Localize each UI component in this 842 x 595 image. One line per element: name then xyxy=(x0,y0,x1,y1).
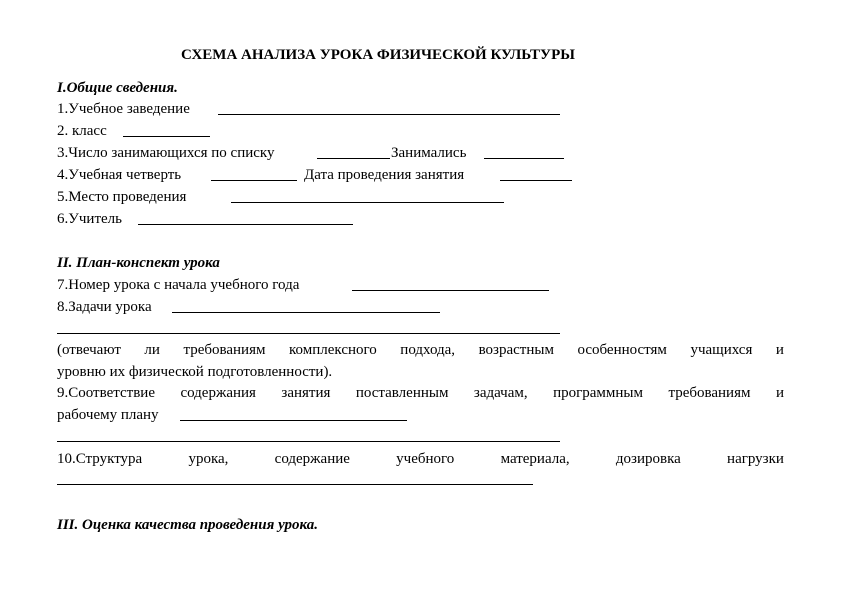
item-8-note-line-1 xyxy=(57,341,784,359)
note-word: и xyxy=(775,342,784,358)
item-9-word: задачам, xyxy=(473,385,528,401)
item-3-blank-list[interactable] xyxy=(317,158,390,159)
item-4-label: 4.Учебная четверть xyxy=(57,167,182,183)
item-2-label: 2. класс xyxy=(57,123,107,139)
item-5-label: 5.Место проведения xyxy=(57,189,187,205)
item-3-label: 3.Число занимающихся по списку xyxy=(57,145,275,161)
item-8-note-line-2: уровню их физической подготовленности). xyxy=(57,364,333,380)
item-10-word: учебного xyxy=(396,451,455,467)
section-3-heading: III. Оценка качества проведения урока. xyxy=(57,517,319,533)
note-word: особенностям xyxy=(577,342,667,358)
item-10-word: дозировка xyxy=(615,451,681,467)
item-10-word: нагрузки xyxy=(727,451,784,467)
note-word: требованиям xyxy=(183,342,266,358)
item-9-word: занятия xyxy=(281,385,331,401)
document-title: СХЕМА АНАЛИЗА УРОКА ФИЗИЧЕСКОЙ КУЛЬТУРЫ xyxy=(181,47,575,63)
note-word: возрастным xyxy=(478,342,554,358)
item-8-blank[interactable] xyxy=(172,312,440,313)
section-2-heading: II. План-конспект урока xyxy=(57,255,220,271)
item-10-line-1 xyxy=(57,450,784,468)
note-word: (отвечают xyxy=(57,342,121,358)
item-5-blank[interactable] xyxy=(231,202,504,203)
item-10-word: материала, xyxy=(500,451,570,467)
item-9-line-2: рабочему плану xyxy=(57,407,159,423)
item-9-blank[interactable] xyxy=(180,420,407,421)
item-9-word: и xyxy=(775,385,784,401)
item-10-word: урока, xyxy=(188,451,229,467)
item-3-blank-attended[interactable] xyxy=(484,158,564,159)
item-10-blank[interactable] xyxy=(57,484,533,485)
item-4-blank-quarter[interactable] xyxy=(211,180,297,181)
item-8-blank-2[interactable] xyxy=(57,333,560,334)
item-1-label: 1.Учебное заведение xyxy=(57,101,190,117)
item-1-blank[interactable] xyxy=(218,114,560,115)
item-7-blank[interactable] xyxy=(352,290,549,291)
item-2-blank[interactable] xyxy=(123,136,210,137)
item-4-date-label: Дата проведения занятия xyxy=(304,167,465,183)
item-10-word: 10.Структура xyxy=(57,451,143,467)
item-8-label: 8.Задачи урока xyxy=(57,299,152,315)
item-9-word: программным xyxy=(553,385,643,401)
item-6-label: 6.Учитель xyxy=(57,211,122,227)
item-9-word: 9.Соответствие xyxy=(57,385,155,401)
item-10-word: содержание xyxy=(274,451,350,467)
note-word: комплексного xyxy=(289,342,377,358)
item-9-word: содержания xyxy=(180,385,256,401)
item-6-blank[interactable] xyxy=(138,224,353,225)
note-word: ли xyxy=(144,342,160,358)
item-9-word: требованиям xyxy=(668,385,751,401)
item-9-word: поставленным xyxy=(355,385,449,401)
item-4-blank-date[interactable] xyxy=(500,180,572,181)
item-9-line-1 xyxy=(57,384,784,402)
item-3-attended-label: Занимались xyxy=(391,145,467,161)
section-1-heading: I.Общие сведения. xyxy=(57,80,178,96)
note-word: подхода, xyxy=(400,342,456,358)
item-9-blank-2[interactable] xyxy=(57,441,560,442)
item-7-label: 7.Номер урока с начала учебного года xyxy=(57,277,300,293)
note-word: учащихся xyxy=(690,342,753,358)
